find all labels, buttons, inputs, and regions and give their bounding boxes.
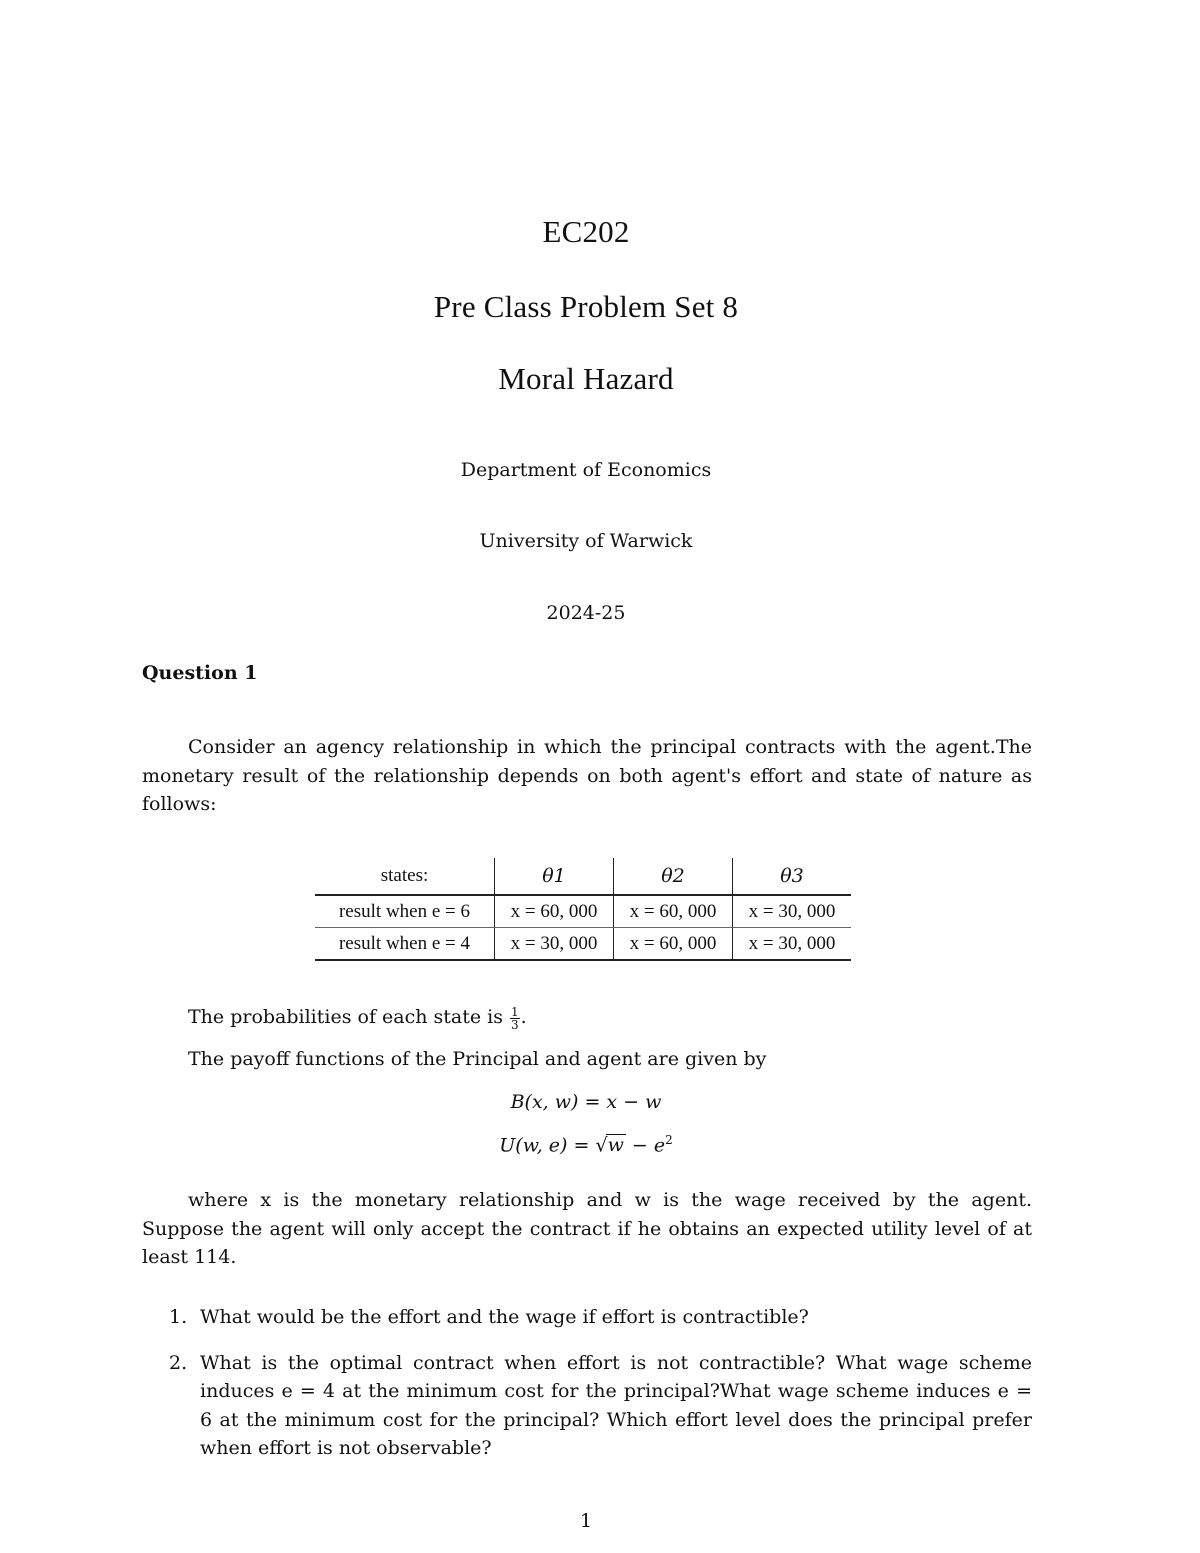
university: University of Warwick — [479, 530, 693, 552]
fraction-numerator: 1 — [511, 1004, 519, 1019]
probability-fraction — [510, 1006, 520, 1031]
list-item-text: What is the optimal contract when effort is not contractible? What wage scheme induces e = 4 at the minimum cost for the principal?What wage scheme induces e = 6 at the minimum cost for the principal? Which effort level does the principal prefer when effort is not observable? — [200, 1351, 1032, 1459]
list-item-number: 2. — [169, 1351, 188, 1374]
table-header-cell: θ2 — [614, 858, 733, 895]
equation-left: U(w, e) = √ — [499, 1134, 608, 1157]
table-cell: x = 30, 000 — [733, 895, 852, 928]
equation-exponent: 2 — [665, 1133, 673, 1147]
table-cell: x = 60, 000 — [614, 928, 733, 961]
equation-radicand: w — [607, 1134, 624, 1157]
where-paragraph: where x is the monetary relationship and w is the wage received by the agent. Suppose the agent will only accept the contract if he obtains an expected utility level of at least 114. — [142, 1189, 1032, 1268]
department: Department of Economics — [460, 459, 712, 481]
question-heading: Question 1 — [142, 662, 258, 684]
agent-payoff-equation — [0, 1133, 1172, 1156]
table-row-label: result when e = 6 — [315, 895, 495, 928]
equation-right: − e — [625, 1134, 666, 1157]
question-list — [142, 1303, 1032, 1463]
page-number: 1 — [579, 1510, 593, 1532]
table-cell: x = 30, 000 — [733, 928, 852, 961]
list-item-number: 1. — [169, 1306, 188, 1328]
principal-payoff-equation: B(x, w) = x − w — [510, 1091, 662, 1113]
probability-statement: The probabilities of each state is $\frac{1}{3}$ . — [188, 1004, 527, 1032]
table-row — [315, 928, 851, 961]
table-header-cell: θ1 — [495, 858, 614, 895]
table-row-label: result when e = 4 — [315, 928, 495, 961]
table-cell: x = 60, 000 — [614, 895, 733, 928]
table-cell: x = 60, 000 — [495, 895, 614, 928]
table-cell: x = 30, 000 — [495, 928, 614, 961]
table-header-cell: θ3 — [733, 858, 852, 895]
problem-set-title: Pre Class Problem Set 8 — [433, 289, 739, 324]
list-item — [142, 1349, 1032, 1463]
question-intro: Consider an agency relationship in which the principal contracts with the agent.The monetary result of the relationship depends on both agent's effort and state of nature as follows: — [142, 736, 1032, 815]
fraction-denominator: 3 — [511, 1017, 519, 1032]
topic-title: Moral Hazard — [498, 361, 674, 396]
list-item-text: What would be the effort and the wage if effort is contractible? — [200, 1306, 809, 1328]
course-code: EC202 — [542, 214, 630, 249]
outcome-table — [315, 858, 851, 961]
probability-text: The probabilities of each state is — [188, 1006, 503, 1028]
table-header-row — [315, 858, 851, 895]
list-item — [142, 1303, 1032, 1332]
academic-year: 2024-25 — [546, 602, 626, 624]
payoff-statement: The payoff functions of the Principal and agent are given by — [188, 1048, 767, 1070]
table-header-cell: states: — [315, 858, 495, 895]
table-row — [315, 895, 851, 928]
